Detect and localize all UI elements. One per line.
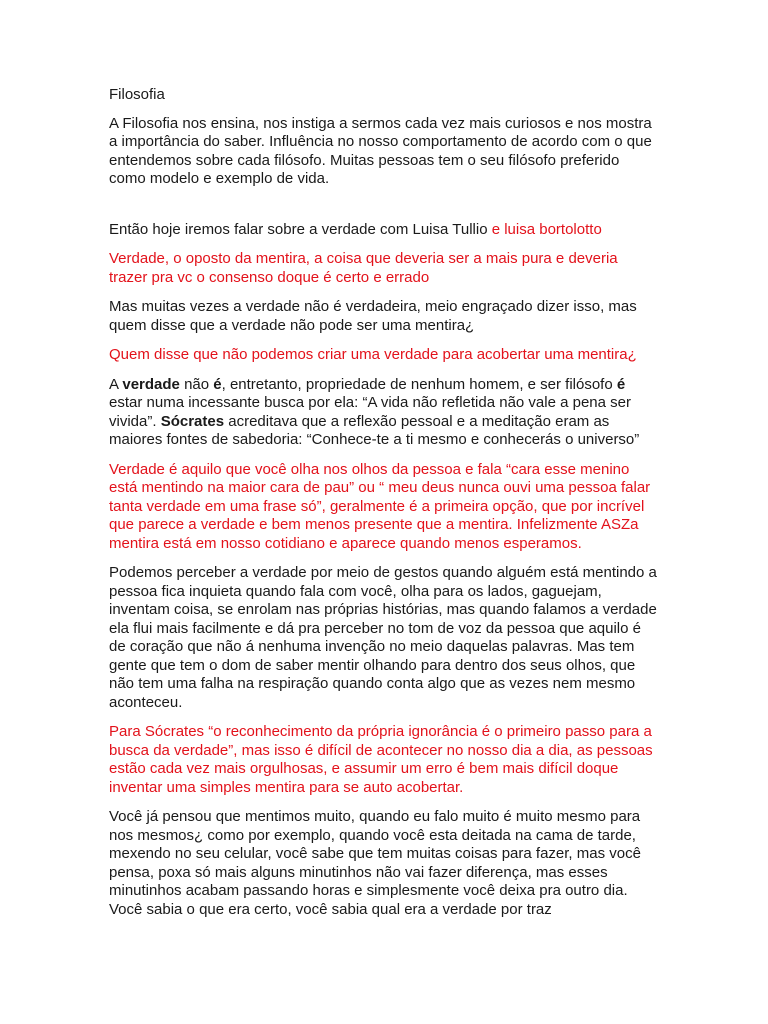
text-span: não	[179, 375, 214, 393]
text-span: A	[109, 375, 123, 393]
speakers-text: Então hoje iremos falar sobre a verdade com Luisa Tullio	[109, 220, 492, 238]
document-page	[109, 86, 659, 930]
paragraph-speakers	[109, 221, 659, 240]
paragraph-truth-eyes: Verdade é aquilo que você olha nos olhos da pessoa e fala “cara esse menino está mentindo na maior cara de pau” ou “ meu deus nunca ouvi uma pessoa falar tanta verdade em uma frase só”, geralmente é a primeira opção, que por incrível que parece a verdade e bem menos presente que a mentira. Infelizmente ASZa mentira está em nosso cotidiano e aparece quando menos esperamos.	[109, 460, 651, 552]
paragraph-question: Quem disse que não podemos criar uma verdade para acobertar uma mentira¿	[109, 346, 637, 363]
paragraph-gestures: Podemos perceber a verdade por meio de gestos quando alguém está mentindo a pessoa fica inquieta quando fala com você, olha para os lados, gaguejam, inventam coisa, se enrolam nas próprias histórias, mas quando falamos a verdade ela flui mais facilmente e dá pra perceber no tom de voz da pessoa que aquilo é de coração que não á nenhuma invenção no meio daquelas palavras. Mas tem gente que tem o dom de saber mentir olhando para dentro dos seus olhos, que não tem uma falha na respiração quando conta algo que as vezes nem mesmo aconteceu.	[109, 564, 657, 711]
paragraph-self-lies: Você já pensou que mentimos muito, quando eu falo muito é muito mesmo para nos mesmos¿ como por exemplo, quando você esta deitada na cama de tarde, mexendo no seu celular, você sabe que tem muitas coisas para fazer, mas você pensa, poxa só mais alguns minutinhos não vai fazer diferença, mas esses minutinhos acabam passando horas e simplesmente você deixa pra outro dia. Você sabia o que era certo, você sabia qual era a verdade por traz	[109, 808, 641, 918]
text-span: acreditava que a reflexão pessoal e a meditação eram as maiores fontes de sabedoria: “Conhece-te a ti mesmo e conhecerás o universo”	[109, 412, 640, 448]
paragraph-socrates-quote	[109, 376, 659, 450]
speakers-red-text: e luisa bortolotto	[491, 220, 602, 238]
paragraph-truth-definition: Verdade, o oposto da mentira, a coisa que deveria ser a mais pura e deveria trazer pra vc o consenso doque é certo e errado	[109, 250, 618, 286]
text-span: estar numa incessante busca por ela: “A vida não refletida não vale a pena ser vivida”.	[109, 394, 631, 430]
bold-text: é	[213, 375, 222, 393]
paragraph-truth-lie: Mas muitas vezes a verdade não é verdadeira, meio engraçado dizer isso, mas quem disse que a verdade não pode ser uma mentira¿	[109, 298, 637, 334]
document-title: Filosofia	[109, 86, 165, 103]
text-span: , entretanto, propriedade de nenhum homem, e ser filósofo	[221, 375, 617, 393]
paragraph-ignorance: Para Sócrates “o reconhecimento da própria ignorância é o primeiro passo para a busca da verdade”, mas isso é difícil de acontecer no nosso dia a dia, as pessoas estão cada vez mais orgulhosas, e assumir um erro é bem mais difícil doque inventar uma simples mentira para se auto acobertar.	[109, 723, 653, 796]
bold-text: Sócrates	[160, 412, 225, 430]
paragraph-intro: A Filosofia nos ensina, nos instiga a sermos cada vez mais curiosos e nos mostra a importância do saber. Influência no nosso comportamento de acordo com o que entendemos sobre cada filósofo. Muitas pessoas tem o seu filósofo preferido como modelo e exemplo de vida.	[109, 114, 652, 187]
bold-text: verdade	[122, 375, 180, 393]
bold-text: é	[616, 375, 626, 393]
